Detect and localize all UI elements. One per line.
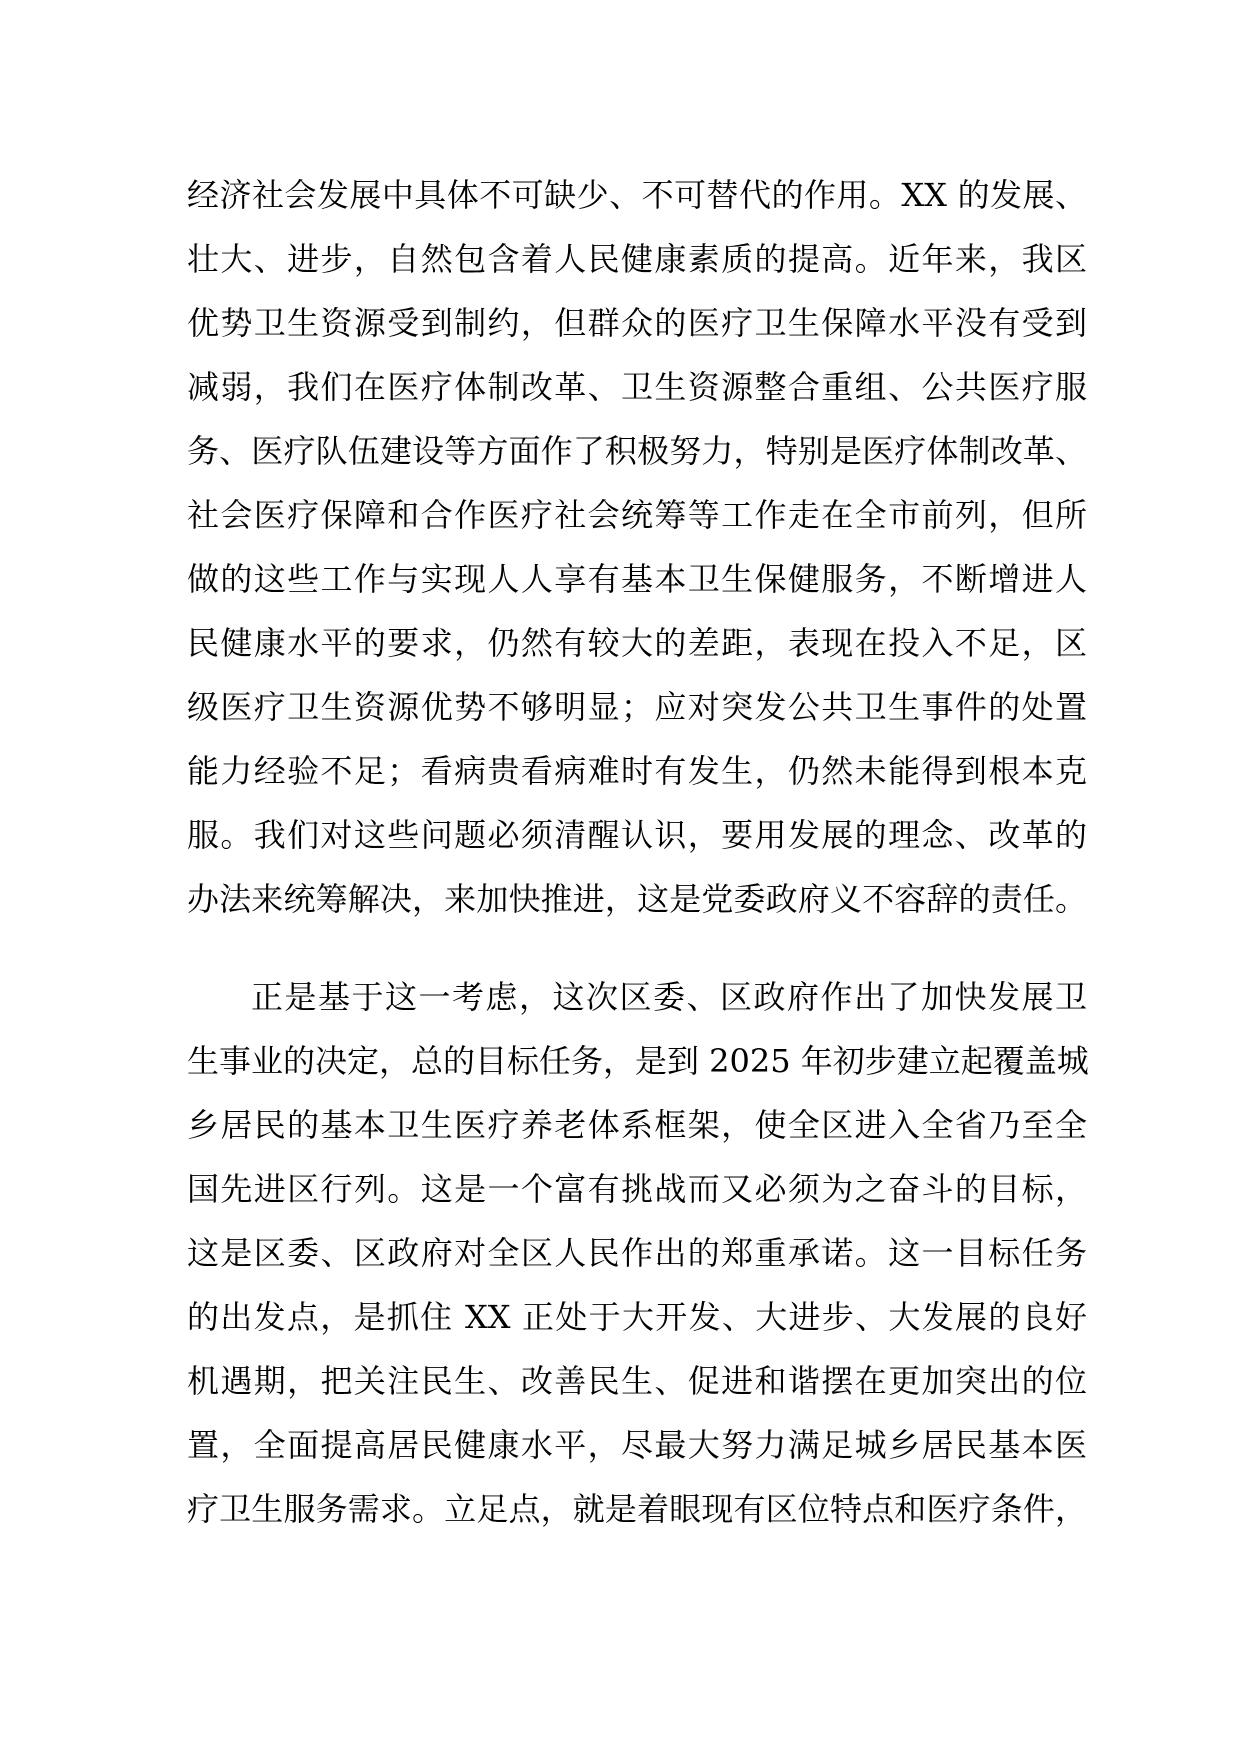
text-line: 服。我们对这些问题必须清醒认识，要用发展的理念、改革的 (187, 816, 1087, 854)
document-body (187, 163, 1087, 1541)
text-line: 社会医疗保障和合作医疗社会统筹等工作走在全市前列，但所 (187, 496, 1087, 534)
text-line: 级医疗卫生资源优势不够明显；应对突发公共卫生事件的处置 (187, 688, 1087, 726)
text-line: 民健康水平的要求，仍然有较大的差距，表现在投入不足，区 (187, 624, 1087, 662)
text-line: 优势卫生资源受到制约，但群众的医疗卫生保障水平没有受到 (187, 304, 1087, 342)
paragraph-2 (187, 965, 1087, 1541)
text-line: 乡居民的基本卫生医疗养老体系框架，使全区进入全省乃至全 (187, 1106, 1087, 1144)
text-line: 疗卫生服务需求。立足点，就是着眼现有区位特点和医疗条件， (187, 1490, 1087, 1528)
text-line: 办法来统筹解决，来加快推进，这是党委政府义不容辞的责任。 (187, 880, 1087, 918)
text-line: 能力经验不足；看病贵看病难时有发生，仍然未能得到根本克 (187, 752, 1087, 790)
text-line: 正是基于这一考虑，这次区委、区政府作出了加快发展卫 (251, 978, 1087, 1016)
text-line: 这是区委、区政府对全区人民作出的郑重承诺。这一目标任务 (187, 1234, 1087, 1272)
text-line: 生事业的决定，总的目标任务，是到 2025 年初步建立起覆盖城 (187, 1042, 1089, 1080)
text-line: 机遇期，把关注民生、改善民生、促进和谐摆在更加突出的位 (187, 1362, 1087, 1400)
text-line: 国先进区行列。这是一个富有挑战而又必须为之奋斗的目标， (187, 1170, 1087, 1208)
text-line: 经济社会发展中具体不可缺少、不可替代的作用。XX 的发展、 (187, 176, 1087, 214)
text-line: 壮大、进步，自然包含着人民健康素质的提高。近年来，我区 (187, 240, 1087, 278)
paragraph-1 (187, 163, 1087, 931)
text-line: 置，全面提高居民健康水平，尽最大努力满足城乡居民基本医 (187, 1426, 1087, 1464)
text-line: 务、医疗队伍建设等方面作了积极努力，特别是医疗体制改革、 (187, 432, 1087, 470)
text-line: 做的这些工作与实现人人享有基本卫生保健服务，不断增进人 (187, 560, 1087, 598)
text-line: 减弱，我们在医疗体制改革、卫生资源整合重组、公共医疗服 (187, 368, 1087, 406)
paragraph-spacing (187, 931, 1087, 965)
text-line: 的出发点，是抓住 XX 正处于大开发、大进步、大发展的良好 (187, 1298, 1087, 1336)
